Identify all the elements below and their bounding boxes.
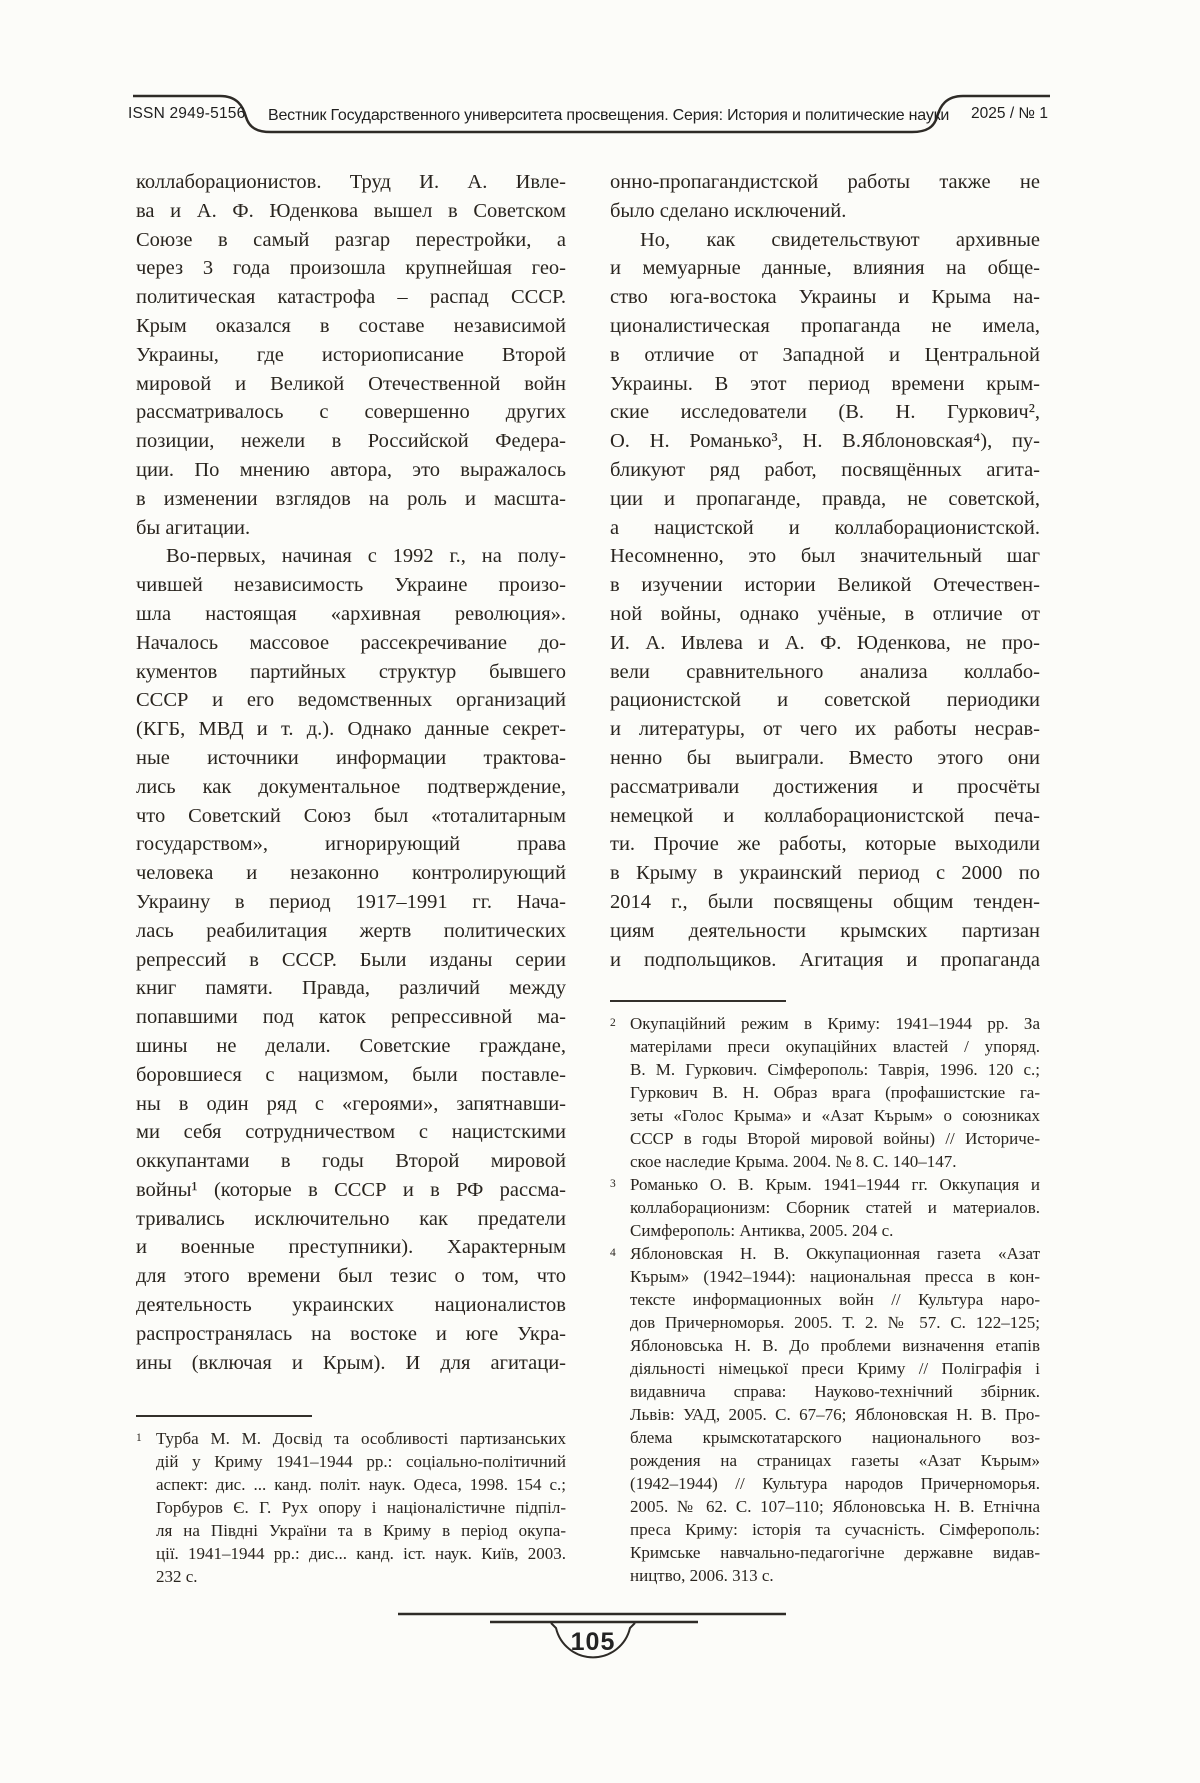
footnote-line: ництво, 2006. 313 с.: [630, 1566, 774, 1586]
footnote-marker: 1: [136, 1432, 142, 1445]
body-text-line: Крым оказался в составе независимой: [136, 314, 566, 337]
body-text-line: И. А. Ивлева и А. Ф. Юденкова, не про-: [610, 631, 1040, 654]
footnote-line: Яблоновська Н. В. До проблеми визначення етапів: [630, 1336, 1040, 1356]
left-column-footnotes: [136, 1427, 566, 1588]
footnote-line: Симферополь: Антиква, 2005. 204 с.: [630, 1221, 894, 1241]
body-text-line: О. Н. Романько³, Н. В.Яблоновская⁴), пу-: [610, 430, 1040, 453]
body-text-line: войны¹ (которые в СССР и в РФ рассма-: [136, 1178, 566, 1201]
body-text-line: и подпольщиков. Агитация и пропаганда: [610, 948, 1040, 971]
footnote-text: [156, 1427, 566, 1588]
page-number: 105: [570, 1628, 616, 1656]
body-text-line: в изменении взглядов на роль и масшта-: [136, 487, 566, 510]
body-text-line: шла настоящая «архивная революция».: [136, 602, 566, 625]
body-text-line: в Крыму в украинский период с 2000 по: [610, 862, 1040, 885]
left-column-body: [136, 168, 566, 1377]
footnote-marker: 4: [610, 1247, 616, 1260]
footnote-line: Кърым» (1942–1944): национальная пресса в кон-: [630, 1267, 1040, 1287]
body-text-line: рационистской и советской периодики: [610, 689, 1040, 712]
body-text-line: Украины. В этот период времени крым-: [610, 372, 1040, 395]
body-text-line: человека и незаконно контролирующий: [136, 862, 566, 885]
footnote-line: Львів: УАД, 2005. С. 67–76; Яблоновская Н. В. Про-: [630, 1405, 1040, 1425]
footnote: [610, 1242, 1040, 1587]
footnote-line: коллаборационизм: Сборник статей и материалов.: [630, 1198, 1040, 1218]
body-text-line: попавшими под каток репрессивной ма-: [136, 1006, 566, 1029]
body-text-line: Украины, где историописание Второй: [136, 343, 566, 366]
footnote-separator: [610, 1000, 786, 1002]
body-text-line: и мемуарные данные, влияния на обще-: [610, 257, 1040, 280]
footnote-marker: 2: [610, 1017, 616, 1030]
footnote-line: видавнича справа: Науково-технічний збірник.: [630, 1382, 1040, 1402]
footnote-line: дов Причерноморья. 2005. Т. 2. № 57. С. 122–125;: [630, 1313, 1040, 1333]
issue-label: 2025 / № 1: [971, 105, 1048, 122]
body-text-line: Союзе в самый разгар перестройки, а: [136, 228, 566, 251]
body-text-line: мировой и Великой Отечественной войн: [136, 372, 566, 395]
footnote-line: аспект: дис. ... канд. політ. наук. Одеса, 1998. 154 с.;: [156, 1475, 566, 1495]
body-text-line: рассматривали достижения и просчёты: [610, 775, 1040, 798]
right-column: [610, 168, 1040, 1587]
body-text-line: Украину в период 1917–1991 гг. Нача-: [136, 890, 566, 913]
body-text-line: ские исследователи (В. Н. Гуркович²,: [610, 401, 1040, 424]
body-text-line: Но, как свидетельствуют архивные: [640, 228, 1040, 251]
footnote-text: [630, 1173, 1040, 1242]
footnote-line: тексте информационных войн // Культура наро-: [630, 1290, 1040, 1310]
footnote: [610, 1173, 1040, 1242]
body-text-line: ны в один ряд с «героями», запятнавши-: [136, 1092, 566, 1115]
body-text-line: Во-первых, начиная с 1992 г., на полу-: [166, 545, 566, 568]
footnote-line: (1942–1944) // Культура народов Причерноморья.: [630, 1474, 1040, 1494]
body-text-line: в отличие от Западной и Центральной: [610, 343, 1040, 366]
footnote-line: 232 с.: [156, 1567, 198, 1587]
body-text-line: книг памяти. Правда, различий между: [136, 977, 566, 1000]
body-text-line: а нацистской и коллаборационистской.: [610, 516, 1040, 539]
footnote-line: ля на Півдні України та в Криму в період окупа-: [156, 1521, 566, 1541]
body-text-line: тривались исключительно как предатели: [136, 1207, 566, 1230]
body-text-line: Началось массовое рассекречивание до-: [136, 631, 566, 654]
footnote-line: ції. 1941–1944 рр.: дис... канд. іст. наук. Київ, 2003.: [156, 1544, 566, 1564]
body-text-line: ины (включая и Крым). И для агитаци-: [136, 1351, 566, 1374]
right-column-body: [610, 168, 1040, 974]
body-text-line: ва и А. Ф. Юденкова вышел в Советском: [136, 199, 566, 222]
body-text-line: 2014 г., были посвящены общим тенден-: [610, 890, 1040, 913]
body-text-line: репрессий в СССР. Были изданы серии: [136, 948, 566, 971]
body-text-line: ми себя сотрудничеством с нацистскими: [136, 1121, 566, 1144]
body-text-line: бликуют ряд работ, посвящённых агита-: [610, 458, 1040, 481]
body-text-line: онно-пропагандистской работы также не: [610, 171, 1040, 193]
body-text-line: позиции, нежели в Российской Федера-: [136, 430, 566, 453]
footnote-line: Горбуров Є. Г. Рух опору і націоналістичне підпіл-: [156, 1498, 566, 1518]
body-text-line: и литературы, от чего их работы несрав-: [610, 718, 1040, 741]
footnote-line: Окупаційний режим в Криму: 1941–1944 рр. За: [630, 1014, 1040, 1034]
journal-title: Вестник Государственного университета просвещения. Серия: История и политические науки: [268, 107, 950, 124]
body-text-line: СССР и его ведомственных организаций: [136, 689, 566, 712]
footnote-line: Яблоновская Н. В. Оккупационная газета «Азат: [630, 1244, 1040, 1264]
footnote-line: зеты «Голос Крыма» и «Азат Кърым» о союзниках: [630, 1106, 1040, 1126]
body-text-line: ционалистическая пропаганда не имела,: [610, 314, 1040, 337]
body-text-line: шины не делали. Советские граждане,: [136, 1034, 566, 1057]
body-text-line: ненно бы выиграли. Вместо этого они: [610, 746, 1040, 769]
body-text-line: ти. Прочие же работы, которые выходили: [610, 833, 1040, 856]
body-text-line: деятельность украинских националистов: [136, 1294, 566, 1317]
footnote-line: рождения на страницах газеты «Азат Кърым»: [630, 1451, 1040, 1471]
footnote-line: матерілами преси окупаційних властей / упоряд.: [630, 1037, 1040, 1057]
body-text-line: (КГБ, МВД и т. д.). Однако данные секрет-: [136, 718, 566, 741]
body-text-line: ции. По мнению автора, это выражалось: [136, 458, 566, 481]
footnote: [136, 1427, 566, 1588]
body-text-line: лась реабилитация жертв политических: [136, 919, 566, 942]
body-text-line: ные источники информации трактова-: [136, 746, 566, 769]
footnote-separator: [136, 1415, 312, 1417]
body-text-line: политическая катастрофа – распад СССР.: [136, 286, 566, 309]
footnote-line: дій у Криму 1941–1944 рр.: соціально-політичний: [156, 1452, 566, 1472]
footnote-line: Романько О. В. Крым. 1941–1944 гг. Оккупация и: [630, 1175, 1040, 1195]
body-text-line: для этого времени был тезис о том, что: [136, 1265, 566, 1288]
footnote-line: ское наследие Крыма. 2004. № 8. С. 140–147.: [630, 1152, 957, 1172]
body-text-line: оккупантами в годы Второй мировой: [136, 1150, 566, 1173]
footnote-line: Турба М. М. Досвід та особливості партизанських: [156, 1429, 566, 1449]
body-text-line: что Советский Союз был «тоталитарным: [136, 804, 566, 827]
body-text-line: кументов партийных структур бывшего: [136, 660, 566, 683]
footnote-text: [630, 1242, 1040, 1587]
footnote: [610, 1012, 1040, 1173]
footnote-marker: 3: [610, 1178, 616, 1191]
footnote-line: Кримське навчально-педагогічне державне видав-: [630, 1543, 1040, 1563]
body-text-line: было сделано исключений.: [610, 199, 847, 222]
body-text-line: бы агитации.: [136, 516, 251, 539]
body-text-line: вели сравнительного анализа коллабо-: [610, 660, 1040, 683]
body-text-line: в изучении истории Великой Отечествен-: [610, 574, 1040, 597]
body-text-line: ции и пропаганде, правда, не советской,: [610, 487, 1040, 510]
footnote-line: В. М. Гуркович. Сімферополь: Таврія, 1996. 120 с.;: [630, 1060, 1040, 1080]
body-text-line: боровшиеся с нацизмом, были поставле-: [136, 1063, 566, 1086]
footnote-line: блема крымскотатарского национального воз-: [630, 1428, 1040, 1448]
body-text-line: через 3 года произошла крупнейшая гео-: [136, 257, 566, 280]
footnote-line: преса Криму: історія та сучасність. Сімферополь:: [630, 1520, 1040, 1540]
body-text-line: и военные преступники). Характерным: [136, 1236, 566, 1259]
footnote-text: [630, 1012, 1040, 1173]
body-text-line: ство юга-востока Украины и Крыма на-: [610, 286, 1040, 309]
body-text-line: распространялась на востоке и юге Укра-: [136, 1322, 566, 1345]
body-text-line: чившей независимость Украине произо-: [136, 574, 566, 597]
footnote-line: СССР в годы Второй мировой войны) // Историче-: [630, 1129, 1040, 1149]
body-text-line: циям деятельности крымских партизан: [610, 919, 1040, 942]
body-text-line: ной войны, однако учёные, в отличие от: [610, 602, 1040, 625]
body-text-line: немецкой и коллаборационистской печа-: [610, 804, 1040, 827]
body-text-line: рассматривалось с совершенно других: [136, 401, 566, 424]
body-text-line: лись как документальное подтверждение,: [136, 775, 566, 798]
footnote-line: Гуркович В. Н. Образ врага (профашистские га-: [630, 1083, 1040, 1103]
body-text-line: государством», игнорирующий права: [136, 833, 566, 856]
footnote-line: 2005. № 62. С. 107–110; Яблоновська Н. В. Етнічна: [630, 1497, 1040, 1517]
text-columns: [136, 168, 1040, 1588]
issn-label: ISSN 2949-5156: [128, 105, 246, 122]
footnote-line: діяльності німецької преси Криму // Поліграфія і: [630, 1359, 1040, 1379]
body-text-line: коллаборационистов. Труд И. А. Ивле-: [136, 171, 566, 193]
left-column: [136, 168, 566, 1588]
body-text-line: Несомненно, это был значительный шаг: [610, 545, 1040, 568]
right-column-footnotes: [610, 1012, 1040, 1587]
